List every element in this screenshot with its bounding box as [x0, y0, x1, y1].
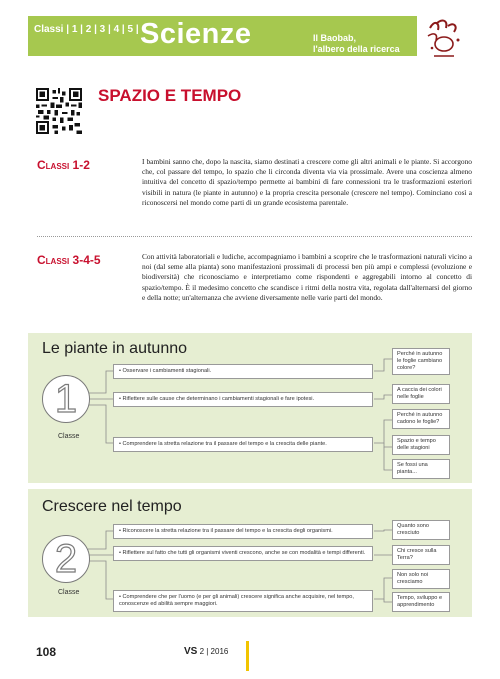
header-subtitle: [313, 33, 400, 55]
issue-number: 2 | 2016: [199, 647, 229, 656]
section-text-classi-1-2: I bambini sanno che, dopo la nascita, siamo destinati a crescere come gli altri animali e le piante. Si accorgono che, col passare del tempo, lo spazio che li circonda diventa via via prossimale. Avere una coscienza almeno intuitiva del concetto di spazio/tempo permette ai bambini di fare connessioni tra le trasformazioni esteriori visibili in natura (le piante in autunno) e la propria crescita personale (crescere nel tempo). Cominciano così a riconoscersi nel mondo come parti di un grande ecosistema parentale.: [142, 157, 472, 207]
magazine-logo: VS: [184, 646, 198, 657]
activity-tag[interactable]: Spazio e tempo delle stagioni: [392, 435, 450, 455]
classe-label: Classe: [58, 589, 80, 596]
objective-item: • Riflettere sul fatto che tutti gli organismi viventi crescono, anche se con modalità e tempi differenti.: [113, 546, 373, 561]
section-label-classi-3-4-5: Classi 3-4-5: [37, 253, 101, 267]
class-number-badge: [42, 535, 90, 583]
objective-item: • Comprendere che per l'uomo (e per gli animali) crescere significa anche acquisire, nel tempo, conoscenze ed abilità sempre maggiori.: [113, 590, 373, 612]
objective-item: • Osservare i cambiamenti stagionali.: [113, 364, 373, 379]
header-subtitle-line2: l'albero della ricerca: [313, 44, 400, 54]
section-divider: [37, 236, 472, 237]
objective-item: • Riflettere sulle cause che determinano i cambiamenti stagionali e fare ipotesi.: [113, 392, 373, 407]
activity-tag[interactable]: Perché in autunno cadono le foglie?: [392, 409, 450, 429]
activity-box-le-piante-in-autunno: [28, 333, 472, 483]
classi-nav: Classi | 1 | 2 | 3 | 4 | 5 |: [34, 24, 139, 35]
page-header: [0, 0, 500, 60]
activity-tag[interactable]: Chi cresce sulla Terra?: [392, 545, 450, 565]
activity-tag[interactable]: Perché in autunno le foglie cambiano colore?: [392, 348, 450, 375]
activity-tag[interactable]: Se fossi una pianta...: [392, 459, 450, 479]
class-number-badge: [42, 375, 90, 423]
subject-title: Scienze: [140, 18, 252, 50]
main-title: SPAZIO E TEMPO: [98, 86, 242, 105]
activity-box-crescere-nel-tempo: [28, 489, 472, 617]
footer-issue: [184, 646, 228, 657]
class-number: 2: [54, 537, 78, 581]
header-subtitle-line1: Il Baobab,: [313, 33, 357, 43]
activity-tag[interactable]: Non solo noi cresciamo: [392, 569, 450, 589]
objective-item: • Comprendere la stretta relazione tra il passare del tempo e la crescita delle piante.: [113, 437, 373, 452]
class-number: 1: [54, 377, 78, 421]
page-number: 108: [36, 645, 57, 659]
qr-code-icon[interactable]: [36, 88, 82, 134]
footer-accent-bar: [246, 641, 249, 671]
objective-item: • Riconoscere la stretta relazione tra il passare del tempo e la crescita degli organismi.: [113, 524, 373, 539]
classe-label: Classe: [58, 433, 80, 440]
section-text-classi-3-4-5: Con attività laboratoriali e ludiche, accompagniamo i bambini a scoprire che le trasformazioni naturali vicino a noi (dal seme alla pianta) sono manifestazioni prossimali di processi ben più ampi e complessi (evoluzione e biodiversità) che riconosciamo e interpretiamo come rispondenti e aggregabili intorno al concetto di spazio/tempo. È il medesimo concetto che scandisce i ritmi della nostra vita, regolata dall'alternarsi del giorno e della notte; un'alternanza che avviene diversamente nelle varie parti del mondo.: [142, 252, 472, 302]
activity-tag[interactable]: Quanto sono cresciuto: [392, 520, 450, 540]
activity-tag[interactable]: Tempo, sviluppo e apprendimento: [392, 592, 450, 612]
baobab-logo-icon: [420, 14, 466, 60]
box-title: Crescere nel tempo: [42, 498, 182, 515]
box-title: Le piante in autunno: [42, 340, 188, 357]
activity-tag[interactable]: A caccia dei colori nelle foglie: [392, 384, 450, 404]
section-label-classi-1-2: Classi 1-2: [37, 158, 90, 172]
